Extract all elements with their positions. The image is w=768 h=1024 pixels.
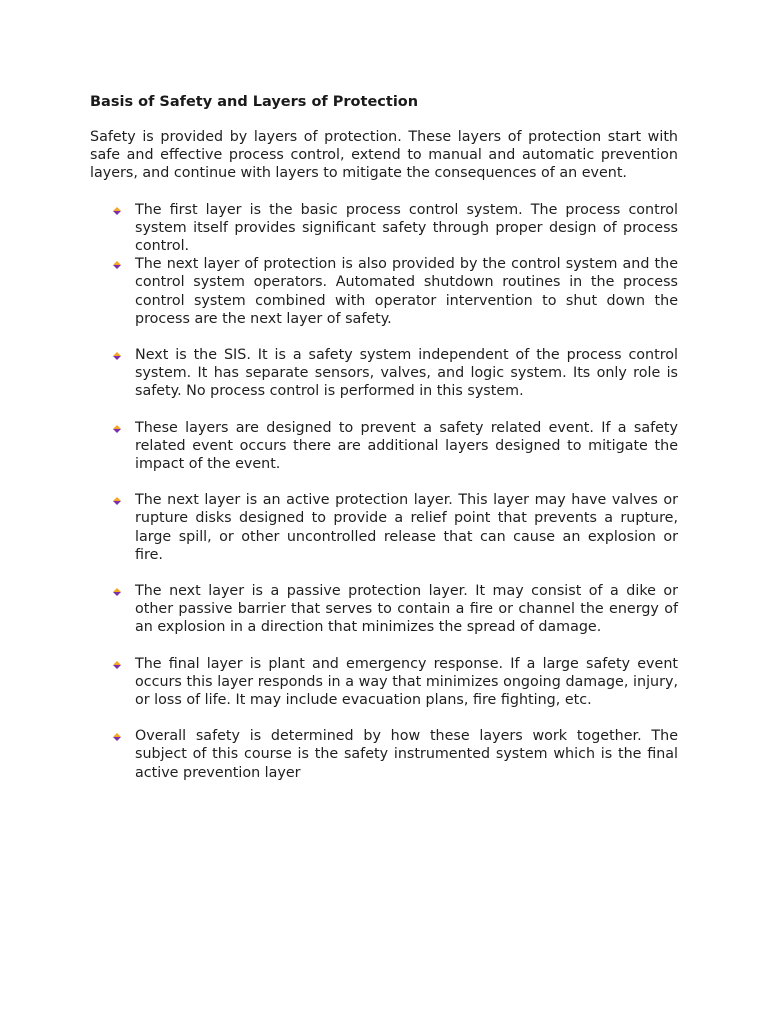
- bullet-diamond-icon: [112, 732, 122, 742]
- list-item: [90, 419, 678, 474]
- list-item-text: The next layer is an active protection layer. This layer may have valves or rupture disks designed to provide a relief point that prevents a rupture, large spill, or other uncontrolled release that can cause an explosion or fire.: [135, 492, 678, 563]
- layers-list: [90, 201, 678, 782]
- document-page: [90, 93, 678, 782]
- list-item: [90, 655, 678, 710]
- bullet-diamond-icon: [112, 260, 122, 270]
- list-item: [90, 255, 678, 328]
- list-item-text: The next layer is a passive protection layer. It may consist of a dike or other passive barrier that serves to contain a fire or channel the energy of an explosion in a direction that minimizes the spread of damage.: [135, 583, 678, 636]
- document-title: Basis of Safety and Layers of Protection: [90, 94, 419, 110]
- list-item-text: The first layer is the basic process control system. The process control system itself provides significant safety through proper design of process control.: [135, 201, 678, 255]
- bullet-diamond-icon: [112, 660, 122, 670]
- list-item: [90, 491, 678, 564]
- list-item: [90, 727, 678, 782]
- bullet-diamond-icon: [112, 424, 122, 434]
- list-item-text: These layers are designed to prevent a safety related event. If a safety related event occurs there are additional layers designed to mitigate the impact of the event.: [135, 419, 678, 473]
- list-item: [90, 346, 678, 401]
- bullet-diamond-icon: [112, 206, 122, 216]
- list-item: [90, 201, 678, 256]
- list-item-text: The next layer of protection is also provided by the control system and the control system operators. Automated shutdown routines in the process control system combined with operator intervention to shut down the process are the next layer of safety.: [135, 256, 678, 327]
- intro-paragraph: Safety is provided by layers of protection. These layers of protection start with safe and effective process control, extend to manual and automatic prevention layers, and continue with layers to mitigate the consequences of an event.: [90, 129, 678, 182]
- list-item: [90, 582, 678, 637]
- bullet-diamond-icon: [112, 587, 122, 597]
- list-item-text: The final layer is plant and emergency response. If a large safety event occurs this layer responds in a way that minimizes ongoing damage, injury, or loss of life. It may include evacuation plans, fire fighting, etc.: [135, 655, 678, 709]
- bullet-diamond-icon: [112, 496, 122, 506]
- bullet-diamond-icon: [112, 351, 122, 361]
- list-item-text: Overall safety is determined by how these layers work together. The subject of this course is the safety instrumented system which is the final active prevention layer: [135, 728, 678, 781]
- list-item-text: Next is the SIS. It is a safety system independent of the process control system. It has separate sensors, valves, and logic system. Its only role is safety. No process control is performed in this system.: [135, 347, 678, 400]
